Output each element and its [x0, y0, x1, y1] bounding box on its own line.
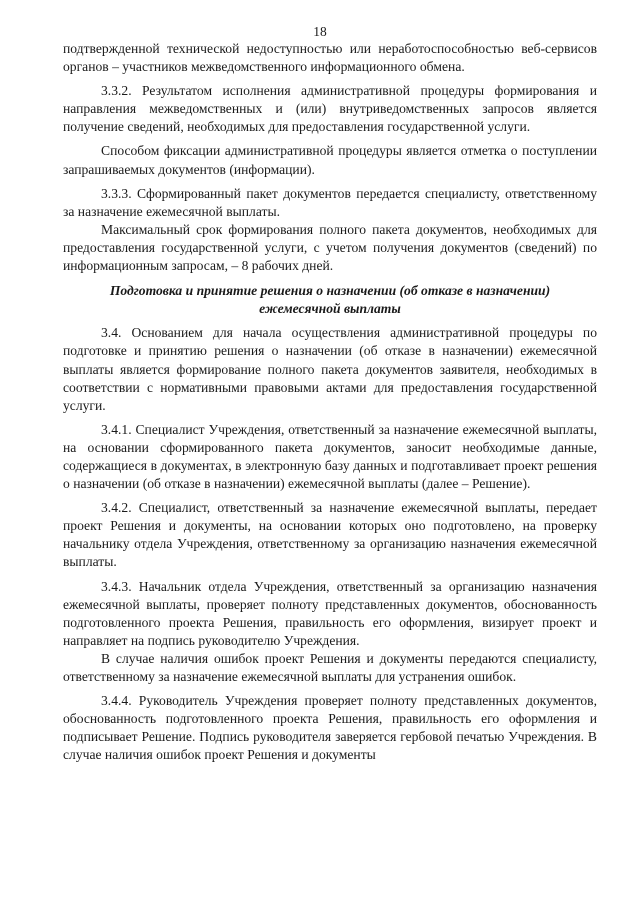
paragraph-3-4-1: 3.4.1. Специалист Учреждения, ответственный за назначение ежемесячной выплаты, на основании сформированного пакета документов, заносит необходимые данные, содержащиеся в документах, в электронную базу данных и подготавливает проект решения о назначении (об отказе в назначении) ежемесячной выплаты (далее – Решение).	[63, 421, 597, 492]
paragraph-errors-case: В случае наличия ошибок проект Решения и документы передаются специалисту, ответственному за назначение ежемесячной выплаты для устранения ошибок.	[63, 650, 597, 684]
paragraph-3-4-2: 3.4.2. Специалист, ответственный за назначение ежемесячной выплаты, передает проект Решения и документы, на основании которых оно подготовлено, на проверку начальнику отдела Учреждения, ответственному за организацию назначения ежемесячной выплаты.	[63, 500, 597, 570]
paragraph-max-term: Максимальный срок формирования полного пакета документов, необходимых для предоставления государственной услуги, с учетом получения документов (сведений) по информационным запросам, – 8 рабочих дней.	[63, 221, 597, 274]
document-body	[63, 40, 597, 764]
paragraph-3-4-4: 3.4.4. Руководитель Учреждения проверяет полноту представленных документов, обоснованность подготовленного проекта Решения, правильность его оформления и подписывает Решение. Подпись руководителя заверяется гербовой печатью Учреждения. В случае наличия ошибок проект Решения и документы	[63, 693, 597, 763]
paragraph-continuation: подтвержденной технической недоступностью или неработоспособностью веб-сервисов органов – участников межведомственного информационного обмена.	[63, 41, 597, 75]
paragraph-3-3-2: 3.3.2. Результатом исполнения административной процедуры формирования и направления межведомственных и (или) внутриведомственных запросов является получение сведений, необходимых для предоставления государственной услуги.	[63, 83, 597, 135]
paragraph-3-3-3: 3.3.3. Сформированный пакет документов передается специалисту, ответственному за назначение ежемесячной выплаты.	[63, 185, 597, 219]
paragraph-3-4-3: 3.4.3. Начальник отдела Учреждения, ответственный за организацию назначения ежемесячной выплаты, проверяет полноту представленных документов, обоснованность подготовленного проекта Решения, правильность его оформления, визирует проект и направляет на подпись руководителю Учреждения.	[63, 578, 597, 648]
section-heading-line-2: ежемесячной выплаты	[259, 301, 401, 317]
paragraph-3-4: 3.4. Основанием для начала осуществления административной процедуры по подготовке и принятию решения о назначении (об отказе в назначении) ежемесячной выплаты является формирование полного пакета документов заявителя, необходимых в соответствии с нормативными правовыми актами для предоставления государственной услуги.	[63, 325, 597, 413]
section-heading-line-1: Подготовка и принятие решения о назначении (об отказе в назначении)	[109, 283, 551, 299]
page-number: 18	[313, 24, 327, 39]
section-heading	[63, 282, 597, 318]
paragraph-fixation-method: Способом фиксации административной процедуры является отметка о поступлении запрашиваемых документов (информации).	[63, 143, 597, 177]
